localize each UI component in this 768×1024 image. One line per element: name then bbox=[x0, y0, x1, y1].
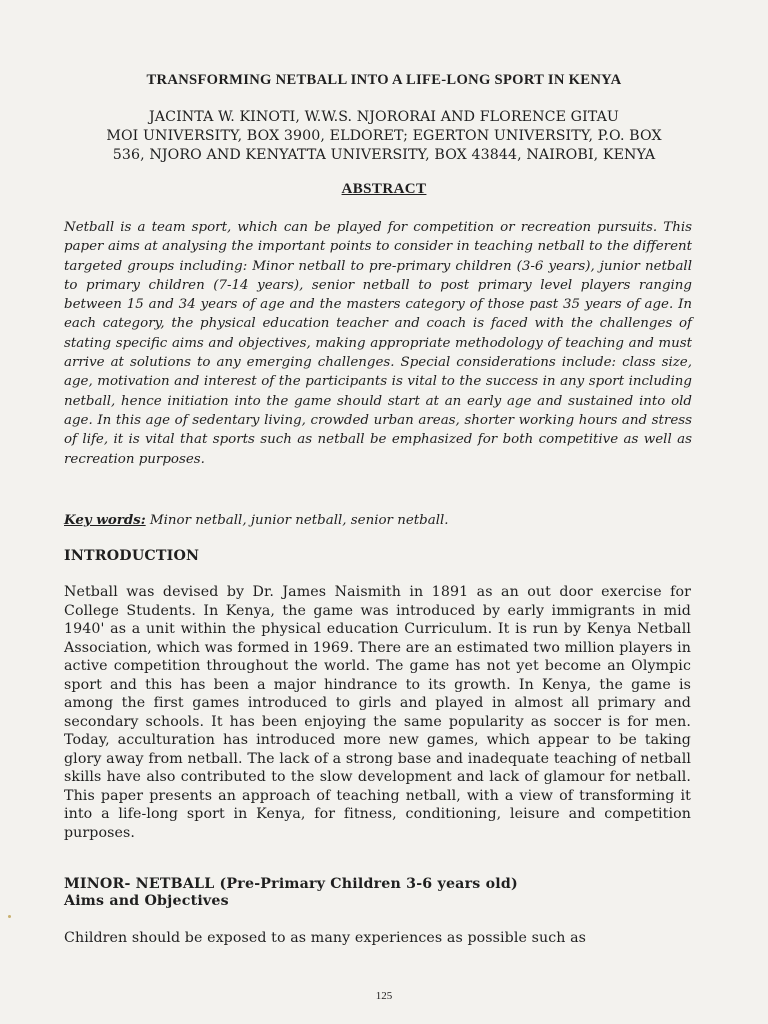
body-paragraph: Children should be exposed to as many experiences as possible such as bbox=[64, 930, 587, 946]
affiliation-line: MOI UNIVERSITY, BOX 3900, ELDORET; EGERTON UNIVERSITY, P.O. BOX bbox=[106, 128, 662, 144]
keywords-line bbox=[64, 512, 704, 528]
paper-speck bbox=[8, 915, 11, 918]
keywords-label: Key words: bbox=[64, 512, 146, 528]
aims-objectives-heading: Aims and Objectives bbox=[64, 893, 229, 909]
affiliation-line: 536, NJORO AND KENYATTA UNIVERSITY, BOX 43844, NAIROBI, KENYA bbox=[112, 147, 656, 163]
introduction-body: Netball was devised by Dr. James Naismith in 1891 as an out door exercise for College Students. In Kenya, the game was introduced by early immigrants in mid 1940' as a unit within the physical education Curriculum. It is run by Kenya Netball Association, which was formed in 1969. There are an estimated two million players in active competition throughout the world. The game has not yet become an Olympic sport and this has been a major hindrance to its growth. In Kenya, the game is among the first games introduced to girls and played in almost all primary and secondary schools. It has been enjoying the same popularity as soccer is for men. Today, acculturation has introduced more new games, which appear to be taking glory away from netball. The lack of a strong base and inadequate teaching of netball skills have also contributed to the slow development and lack of glamour for netball. This paper presents an approach of teaching netball, with a view of transforming it into a life-long sport in Kenya, for fitness, conditioning, leisure and competition purposes. bbox=[64, 584, 691, 841]
keywords-text: Minor netball, junior netball, senior netball. bbox=[145, 513, 449, 528]
minor-netball-heading: MINOR- NETBALL (Pre-Primary Children 3-6 years old) bbox=[64, 876, 518, 892]
abstract-body: Netball is a team sport, which can be played for competition or recreation pursuits. This paper aims at analysing the important points to consider in teaching netball to the different targeted groups including: Minor netball to pre-primary children (3-6 years), junior netball to primary children (7-14 years), senior netball to post primary level players ranging between 15 and 34 years of age and the masters category of those past 35 years of age. In each category, the physical education teacher and coach is faced with the challenges of stating specific aims and objectives, making appropriate methodology of teaching and must arrive at solutions to any emerging challenges. Special considerations include: class size, age, motivation and interest of the participants is vital to the success in any sport including netball, hence initiation into the game should start at an early age and sustained into old age. In this age of sedentary living, crowded urban areas, shorter working hours and stress of life, it is vital that sports such as netball be emphasized for both competitive as well as recreation purposes. bbox=[64, 220, 692, 467]
authors-line: JACINTA W. KINOTI, W.W.S. NJORORAI AND FLORENCE GITAU bbox=[149, 109, 619, 125]
page-number: 125 bbox=[375, 990, 393, 1002]
introduction-heading: INTRODUCTION bbox=[64, 548, 200, 564]
author-affiliations bbox=[62, 108, 706, 165]
paper-title: TRANSFORMING NETBALL INTO A LIFE-LONG SPORT IN KENYA bbox=[146, 72, 622, 88]
abstract-heading: ABSTRACT bbox=[341, 181, 427, 197]
